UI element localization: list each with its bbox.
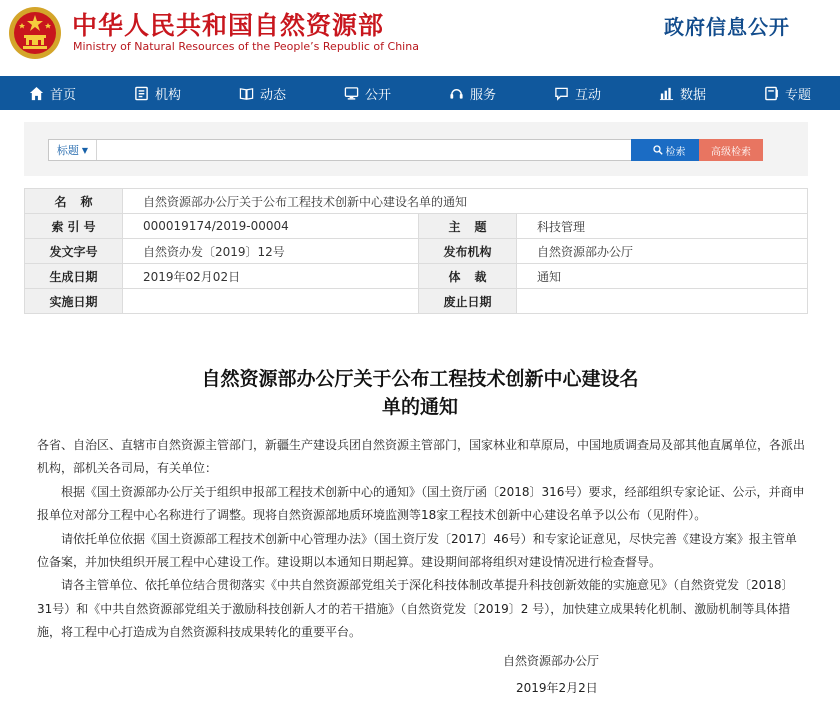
nav-label: 首页 (49, 87, 76, 103)
advanced-search-button[interactable]: 高级检索 (699, 139, 763, 161)
news-icon (239, 86, 254, 101)
meta-value-name: 自然资源部办公厅关于公布工程技术创新中心建设名单的通知 (123, 189, 808, 214)
article-paragraph: 请依托单位依据《国土资源部工程技术创新中心管理办法》（国土资厅发〔2017〕46号）和专家论证意见，尽快完善《建设方案》报主管单位备案，并加快组织开展工程中心建设工作。建设期以本通知日期起算。建设期间部将组织对建设情况进行检查督导。 (37, 531, 797, 570)
nav-item-topic[interactable] (735, 76, 840, 110)
org-icon (134, 86, 149, 101)
home-icon (29, 86, 44, 101)
table-row (25, 189, 808, 214)
site-title-cn[interactable]: 中华人民共和国自然资源部 (72, 11, 385, 40)
nav-item-news[interactable] (210, 76, 315, 110)
nav-label: 服务 (469, 87, 496, 103)
site-header (0, 0, 840, 76)
nav-label: 专题 (784, 87, 811, 103)
meta-key-label: 索引号 (51, 219, 100, 234)
meta-value-subject: 科技管理 (517, 214, 808, 239)
nav-item-open[interactable] (315, 76, 420, 110)
nav-item-interact[interactable] (525, 76, 630, 110)
search-box (48, 139, 652, 161)
main-nav (0, 76, 840, 110)
article-paragraph: 根据《国土资源部办公厅关于组织申报部工程技术创新中心的通知》（国土资厅函〔2018〕316号）要求，经部组织专家论证、公示，并商申报单位对部分工程中心名称进行了调整。现将自然资源部地质环境监测等18家工程技术创新中心建设名单予以公布（见附件）。 (37, 484, 805, 523)
nav-item-service[interactable] (420, 76, 525, 110)
gov-info-title[interactable]: 政府信息公开 (664, 15, 790, 39)
search-icon (653, 145, 663, 155)
meta-key-index (25, 214, 123, 239)
nav-item-org[interactable] (105, 76, 210, 110)
search-area (24, 122, 808, 176)
table-row (25, 214, 808, 239)
caret-down-icon: ▼ (81, 145, 89, 155)
table-row (25, 289, 808, 314)
nav-label: 互动 (574, 87, 601, 103)
meta-value-expire (517, 289, 808, 314)
signer: 自然资源部办公厅 (503, 654, 600, 668)
monitor-icon (344, 86, 359, 101)
chart-icon (659, 86, 674, 101)
topic-icon (764, 86, 779, 101)
document-meta-table (24, 188, 808, 314)
meta-value-genre: 通知 (517, 264, 808, 289)
meta-key-issuer: 发布机构 (419, 239, 517, 264)
meta-value-effective (123, 289, 419, 314)
article-paragraph: 各省、自治区、直辖市自然资源主管部门，新疆生产建设兵团自然资源主管部门，国家林业和草原局，中国地质调查局及部其他直属单位，各派出机构，部机关各司局，有关单位： (37, 438, 806, 476)
meta-value-docno: 自然资办发〔2019〕12号 (123, 239, 419, 264)
meta-key-genre (419, 264, 517, 289)
nav-item-data[interactable] (630, 76, 735, 110)
nav-label: 动态 (259, 87, 286, 103)
meta-value-index: 000019174/2019-00004 (123, 214, 419, 239)
site-title-en: Ministry of Natural Resources of the People’s Republic of China (73, 40, 419, 53)
search-button[interactable] (631, 139, 707, 161)
search-button-label: 检索 (665, 146, 686, 158)
article-title-line: 自然资源部办公厅关于公布工程技术创新中心建设名 (201, 368, 639, 390)
national-emblem-icon[interactable] (8, 6, 62, 60)
nav-label: 公开 (364, 87, 391, 103)
sign-date: 2019年2月2日 (516, 681, 598, 695)
meta-key-label: 主题 (448, 219, 501, 234)
meta-key-subject (419, 214, 517, 239)
meta-key-label: 名称 (54, 194, 107, 209)
article-body (37, 434, 807, 645)
meta-key-name (25, 189, 123, 214)
chat-icon (554, 86, 569, 101)
nav-label: 数据 (679, 87, 706, 103)
search-field-value: 标题 (56, 144, 79, 157)
meta-value-date: 2019年02月02日 (123, 264, 419, 289)
search-field-select[interactable] (49, 140, 97, 160)
article-paragraph: 请各主管单位、依托单位结合贯彻落实《中共自然资源部党组关于深化科技体制改革提升科技创新效能的实施意见》（自然资党发〔2018〕31号）和《中共自然资源部党组关于激励科技创新人才的若干措施》（自然资党发〔2019〕2 号），加快建立成果转化机制、激励机制等具体措施，将工程中心打造成为自然资源科技成果转化的重要平台。 (37, 578, 794, 640)
article-title (0, 365, 840, 421)
nav-item-home[interactable] (0, 76, 105, 110)
table-row (25, 264, 808, 289)
search-input[interactable] (97, 140, 651, 160)
meta-value-issuer: 自然资源部办公厅 (517, 239, 808, 264)
table-row (25, 239, 808, 264)
article-title-line: 单的通知 (381, 396, 458, 418)
meta-key-label: 体裁 (448, 269, 501, 284)
meta-key-effective: 实施日期 (25, 289, 123, 314)
service-icon (449, 86, 464, 101)
meta-key-expire: 废止日期 (419, 289, 517, 314)
meta-key-docno: 发文字号 (25, 239, 123, 264)
nav-label: 机构 (154, 87, 181, 103)
meta-key-date: 生成日期 (25, 264, 123, 289)
